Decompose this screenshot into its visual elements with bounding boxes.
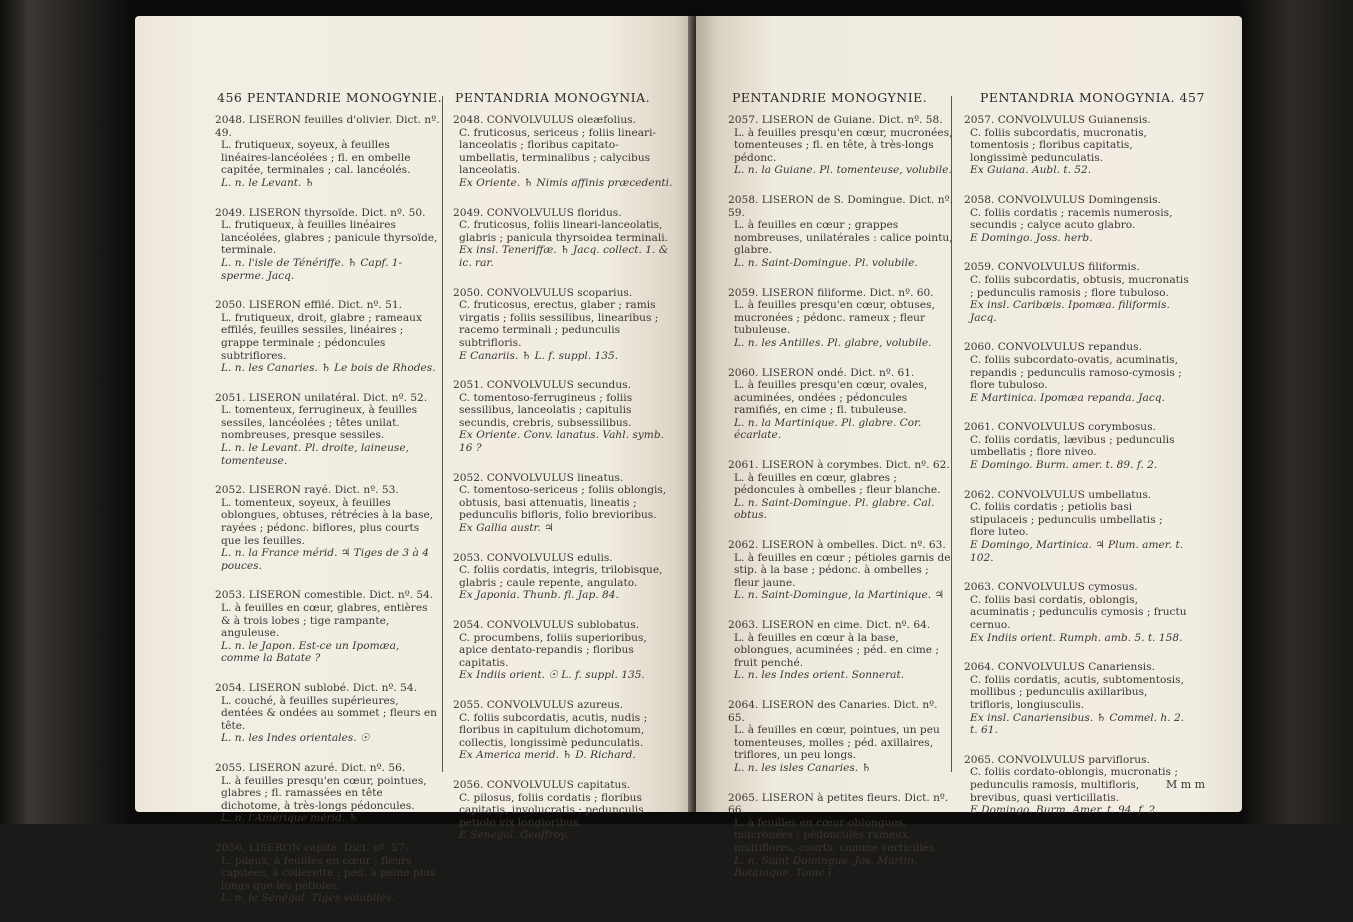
entry-locality: Ex Indiis orient. Rumph. amb. 5. t. 158. bbox=[970, 631, 1183, 644]
entry-locality: E Domingo. Burm. Amer. t. 94. f. 2. bbox=[970, 804, 1159, 817]
entry-description: L. à feuilles en cœur à la base, oblongues, acuminées ; péd. en cime ; fruit penché. bbox=[734, 631, 940, 669]
entry-title: 2059. CONVOLVULUS filiformis. bbox=[964, 261, 1140, 274]
entry-locality: Ex Gallia austr. ♃ bbox=[459, 522, 554, 535]
species-entry bbox=[728, 194, 953, 270]
species-entry bbox=[453, 207, 678, 270]
entry-title: 2065. LISERON à petites fleurs. Dict. nº. 66. bbox=[728, 791, 949, 817]
entry-locality: Ex insl. Canariensibus. ♄ Commel. h. 2. t. 61. bbox=[970, 711, 1185, 737]
species-entry bbox=[453, 379, 678, 455]
entry-locality: E Domingo. Burm. amer. t. 89. f. 2. bbox=[970, 459, 1158, 472]
entry-description: L. à feuilles presqu'en cœur, obtuses, mucronées ; pédonc. rameux ; fleur tubuleuse. bbox=[734, 299, 935, 337]
entry-locality: L. n. Saint-Domingue, la Martinique. ♃ bbox=[734, 589, 944, 602]
species-entry bbox=[728, 114, 953, 177]
entry-locality: Ex America merid. ♄ D. Richard. bbox=[459, 749, 636, 762]
entry-title: 2054. LISERON sublobé. Dict. nº. 54. bbox=[215, 681, 417, 694]
entry-description: C. procumbens, foliis superioribus, apice dentato-repandis ; floribus capitatis. bbox=[459, 631, 647, 669]
entry-title: 2054. CONVOLVULUS sublobatus. bbox=[453, 619, 640, 631]
entry-title: 2059. LISERON filiforme. Dict. nº. 60. bbox=[728, 286, 934, 299]
entry-locality: L. n. les Indes orient. Sonnerat. bbox=[734, 669, 905, 682]
entry-description: L. à feuilles en cœur ; pétioles garnis de stip. à la base ; pédonc. à ombelles ; fleur jaune. bbox=[734, 551, 951, 589]
entry-description: C. fruticosus, foliis lineari-lanceolatis, glabris ; panicula thyrsoidea terminali. bbox=[459, 219, 668, 244]
entry-title: 2060. LISERON ondé. Dict. nº. 61. bbox=[728, 366, 915, 379]
entry-title: 2063. CONVOLVULUS cymosus. bbox=[964, 581, 1138, 594]
entry-title: 2053. LISERON comestible. Dict. nº. 54. bbox=[215, 589, 434, 602]
entry-locality: Ex Oriente. Conv. lanatus. Vahl. symb. 16 ? bbox=[459, 429, 664, 455]
entry-locality: L. n. le Sénégal. Tiges volubiles. bbox=[221, 892, 395, 905]
entry-description: L. à feuilles presqu'en cœur, pointues, glabres ; fl. ramassées en tête dichotome, à très-longs pédoncules. bbox=[221, 774, 427, 812]
entry-description: C. foliis cordatis, integris, trilobisque, glabris ; caule repente, angulato. bbox=[459, 564, 663, 589]
entry-description: L. à feuilles presqu'en cœur, ovales, acuminées, ondées ; pédoncules ramifiés, en cime ; fl. tubuleuse. bbox=[734, 379, 928, 417]
entry-title: 2053. CONVOLVULUS edulis. bbox=[453, 551, 613, 564]
entry-description: L. tomenteux, soyeux, à feuilles oblongues, obtuses, rétrécies à la base, rayées ; pédonc. biflores, plus courts que les feuilles. bbox=[221, 496, 434, 547]
species-entry bbox=[964, 489, 1189, 565]
entry-locality: E Martinica. Ipomæa repanda. Jacq. bbox=[970, 391, 1165, 404]
species-entry bbox=[453, 287, 678, 363]
entry-description: L. frutiqueux, droit, glabre ; rameaux effilés, feuilles sessiles, linéaires ; grappe terminale ; pédoncules subtriflores. bbox=[221, 311, 422, 362]
entry-title: 2048. LISERON feuilles d'olivier. Dict. nº. 49. bbox=[215, 114, 440, 139]
entry-description: C. fruticosus, erectus, glaber ; ramis virgatis ; foliis sessilibus, linearibus ; racemo terminali ; pedunculis subtrifloris. bbox=[459, 299, 659, 349]
entry-title: 2064. CONVOLVULUS Canariensis. bbox=[964, 661, 1156, 674]
entry-description: L. à feuilles en cœur ; grappes nombreuses, unilatérales : calice pointu, glabre. bbox=[734, 219, 953, 257]
species-entry bbox=[964, 581, 1189, 644]
species-entry bbox=[215, 299, 440, 375]
species-entry bbox=[215, 842, 440, 905]
entry-title: 2063. LISERON en cime. Dict. nº. 64. bbox=[728, 619, 931, 631]
left-page-header-french: 456 PENTANDRIE MONOGYNIE. bbox=[217, 90, 443, 105]
entry-description: C. foliis cordatis, acutis, subtomentosis, mollibus ; pedunculis axillaribus, trifloris, longiusculis. bbox=[970, 673, 1184, 711]
species-entry bbox=[215, 682, 440, 745]
entry-locality: L. n. les Indes orientales. ☉ bbox=[221, 732, 370, 745]
entry-description: L. frutiqueux, soyeux, à feuilles linéaires-lancéolées ; fl. en ombelle capitée, terminales ; cal. lancéolés. bbox=[221, 139, 411, 177]
entry-locality: L. n. Saint-Domingue. Pl. glabre. Cal. obtus. bbox=[734, 496, 935, 522]
entry-title: 2050. LISERON effilé. Dict. nº. 51. bbox=[215, 299, 402, 312]
entry-title: 2052. LISERON rayé. Dict. nº. 53. bbox=[215, 484, 399, 497]
entry-description: C. foliis subcordatis, obtusis, mucronatis ; pedunculis ramosis ; flore tubuloso. bbox=[970, 273, 1189, 299]
left-latin-column bbox=[453, 114, 678, 859]
entry-title: 2065. CONVOLVULUS parviflorus. bbox=[964, 753, 1150, 766]
entry-description: C. pilosus, foliis cordatis ; floribus capitatis, involucratis ; pedunculis petiolo vix longioribus. bbox=[459, 791, 644, 829]
species-entry bbox=[453, 619, 678, 682]
species-entry bbox=[453, 552, 678, 602]
entry-locality: L. n. le Levant. ♄ bbox=[221, 176, 315, 189]
entry-locality: E Canariis. ♄ L. f. suppl. 135. bbox=[459, 349, 619, 362]
right-latin-column bbox=[964, 114, 1189, 834]
entry-description: L. à feuilles en cœur, glabres, entières & à trois lobes ; tige rampante, anguleuse. bbox=[221, 602, 428, 640]
entry-locality: Ex Japonia. Thunb. fl. Jap. 84. bbox=[459, 589, 619, 602]
entry-description: L. couché, à feuilles supérieures, dentées & ondées au sommet ; fleurs en tête. bbox=[221, 694, 437, 732]
entry-locality: E Domingo. Joss. herb. bbox=[970, 231, 1093, 244]
species-entry bbox=[728, 619, 953, 682]
left-french-column bbox=[215, 114, 440, 922]
entry-title: 2060. CONVOLVULUS repandus. bbox=[964, 341, 1142, 354]
entry-locality: E Domingo, Martinica. ♃ Plum. amer. t. 102. bbox=[970, 539, 1184, 564]
entry-description: C. foliis cordatis ; petiolis basi stipulaceis ; pedunculis umbellatis ; flore luteo. bbox=[970, 501, 1163, 539]
entry-title: 2058. CONVOLVULUS Domingensis. bbox=[964, 193, 1161, 206]
entry-locality: Ex Guiana. Aubl. t. 52. bbox=[970, 164, 1092, 177]
species-entry bbox=[728, 699, 953, 775]
entry-title: 2056. CONVOLVULUS capitatus. bbox=[453, 778, 631, 791]
right-page-header-french: PENTANDRIE MONOGYNIE. bbox=[732, 90, 928, 105]
species-entry bbox=[453, 472, 678, 535]
entry-description: L. à feuilles presqu'en cœur, mucronées, tomenteuses ; fl. en tête, à très-longs pédonc. bbox=[734, 126, 953, 164]
entry-description: C. foliis subcordatis, acutis, nudis ; floribus in capitulum dichotomum, collectis, longissimè pedunculatis. bbox=[459, 711, 648, 749]
entry-title: 2056. LISERON capité. Dict. nº. 57. bbox=[215, 841, 409, 854]
entry-description: L. à feuilles en cœur, glabres ; pédoncules à ombelles ; fleur blanche. bbox=[734, 471, 941, 497]
entry-title: 2049. LISERON thyrsoïde. Dict. nº. 50. bbox=[215, 206, 426, 219]
entry-title: 2058. LISERON de S. Domingue. Dict. nº. 59. bbox=[728, 193, 953, 219]
species-entry bbox=[215, 762, 440, 825]
entry-locality: L. n. la France mérid. ♃ Tiges de 3 à 4 pouces. bbox=[221, 547, 429, 572]
entry-title: 2051. CONVOLVULUS secundus. bbox=[453, 379, 631, 392]
entry-description: C. foliis cordatis ; racemis numerosis, secundis ; calyce acuto glabro. bbox=[970, 206, 1173, 232]
entry-title: 2064. LISERON des Canaries. Dict. nº. 65. bbox=[728, 698, 938, 724]
entry-locality: L. n. Saint-Domingue. Pl. volubile. bbox=[734, 256, 918, 269]
species-entry bbox=[964, 661, 1189, 737]
entry-title: 2048. CONVOLVULUS oleæfolius. bbox=[453, 114, 636, 126]
entry-locality: L. n. les Canaries. ♄ Le bois de Rhodes. bbox=[221, 362, 436, 375]
right-page bbox=[696, 16, 1242, 880]
entry-description: C. foliis basi cordatis, oblongis, acuminatis ; pedunculis cymosis ; fructu cernuo. bbox=[970, 593, 1187, 631]
species-entry bbox=[964, 114, 1189, 177]
entry-locality: L. n. la Guiane. Pl. tomenteuse, volubile. bbox=[734, 164, 952, 177]
entry-title: 2057. CONVOLVULUS Guianensis. bbox=[964, 114, 1151, 126]
entry-locality: Ex insl. Teneriffæ. ♄ Jacq. collect. 1. & ic. rar. bbox=[459, 244, 669, 269]
species-entry bbox=[964, 421, 1189, 471]
entry-locality: L. n. le Levant. Pl. droite, laineuse, tomenteuse. bbox=[221, 442, 409, 467]
species-entry bbox=[453, 114, 678, 190]
entry-description: C. tomentoso-ferrugineus ; foliis sessilibus, lanceolatis ; capitulis secundis, crebris, subsessilibus. bbox=[459, 391, 633, 429]
entry-title: 2062. LISERON à ombelles. Dict. nº. 63. bbox=[728, 539, 946, 552]
entry-title: 2061. CONVOLVULUS corymbosus. bbox=[964, 421, 1156, 434]
entry-locality: Ex insl. Caribæis. Ipomæa. filiformis. Jacq. bbox=[970, 299, 1170, 324]
column-rule bbox=[442, 96, 443, 772]
species-entry bbox=[728, 287, 953, 350]
entry-title: 2055. CONVOLVULUS azureus. bbox=[453, 698, 623, 711]
species-entry bbox=[215, 484, 440, 572]
entry-description: C. fruticosus, sericeus ; foliis lineari-lanceolatis ; floribus capitato-umbellatis, terminalibus ; calycibus lanceolatis. bbox=[459, 126, 657, 177]
entry-description: L. pileux, à feuilles en cœur ; fleurs capitées, à collerette ; péd. à peine plus longs que les pétioles. bbox=[221, 854, 436, 892]
species-entry bbox=[728, 367, 953, 443]
entry-title: 2052. CONVOLVULUS lineatus. bbox=[453, 471, 624, 484]
entry-title: 2057. LISERON de Guiane. Dict. nº. 58. bbox=[728, 114, 943, 126]
species-entry bbox=[964, 754, 1189, 817]
species-entry bbox=[964, 194, 1189, 244]
species-entry bbox=[215, 207, 440, 283]
entry-locality: L. n. les isles Canaries. ♄ bbox=[734, 761, 872, 774]
entry-description: L. à feuilles en cœur, pointues, un peu tomenteuses, molles ; péd. axillaires, triflores, un peu longs. bbox=[734, 724, 940, 762]
entry-description: L. à feuilles en cœur-oblongues, mucronées ; pédoncules rameux, multiflores, courts, comme verticillés. bbox=[734, 816, 938, 854]
species-entry bbox=[453, 779, 678, 842]
species-entry bbox=[728, 539, 953, 602]
entry-locality: E Senegal. Geoffroy. bbox=[459, 829, 568, 842]
entry-description: C. tomentoso-sericeus ; foliis oblongis, obtusis, basi attenuatis, lineatis ; pedunculis bifloris, folio brevioribus. bbox=[459, 484, 667, 522]
entry-title: 2062. CONVOLVULUS umbellatus. bbox=[964, 488, 1152, 501]
entry-locality: L. n. Saint Domingue. Jos. Martin. Botanique, Tome I. bbox=[734, 854, 918, 880]
species-entry bbox=[728, 792, 953, 880]
entry-locality: L. n. les Antilles. Pl. glabre, volubile. bbox=[734, 336, 932, 349]
entry-description: C. foliis subcordatis, mucronatis, tomentosis ; floribus capitatis, longissimè pedunculatis. bbox=[970, 126, 1147, 164]
entry-locality: L. n. l'Amérique mérid. ♄ bbox=[221, 812, 359, 825]
entry-title: 2049. CONVOLVULUS floridus. bbox=[453, 206, 622, 219]
entry-description: L. frutiqueux, à feuilles linéaires lancéolées, glabres ; panicule thyrsoïde, terminale. bbox=[221, 219, 438, 257]
entry-description: C. foliis subcordato-ovatis, acuminatis, repandis ; pedunculis ramoso-cymosis ; flore tubuloso. bbox=[970, 353, 1182, 392]
entry-locality: Ex Indiis orient. ☉ L. f. suppl. 135. bbox=[459, 669, 645, 682]
entry-locality: Ex Oriente. ♄ Nimis affinis præcedenti. bbox=[459, 176, 673, 189]
species-entry bbox=[215, 589, 440, 665]
entry-title: 2050. CONVOLVULUS scoparius. bbox=[453, 286, 633, 299]
entry-locality: L. n. l'isle de Ténériffe. ♄ Capf. 1-sperme. Jacq. bbox=[221, 256, 403, 282]
species-entry bbox=[964, 341, 1189, 404]
entry-title: 2051. LISERON unilatéral. Dict. nº. 52. bbox=[215, 391, 428, 404]
right-french-column bbox=[728, 114, 953, 897]
species-entry bbox=[964, 261, 1189, 324]
species-entry bbox=[453, 699, 678, 762]
signature-mark: M m m bbox=[1166, 778, 1206, 791]
left-page bbox=[135, 16, 695, 905]
entry-description: L. tomenteux, ferrugineux, à feuilles sessiles, lancéolées ; têtes unilat. nombreuses, presque sessiles. bbox=[221, 404, 418, 442]
entry-title: 2061. LISERON à corymbes. Dict. nº. 62. bbox=[728, 459, 950, 472]
entry-locality: L. n. le Japon. Est-ce un Ipomæa, comme la Batate ? bbox=[221, 639, 400, 665]
left-page-header-latin: PENTANDRIA MONOGYNIA. bbox=[455, 90, 651, 105]
entry-title: 2055. LISERON azuré. Dict. nº. 56. bbox=[215, 761, 406, 774]
entry-description: C. foliis cordatis, lævibus ; pedunculis umbellatis ; flore niveo. bbox=[970, 433, 1175, 459]
right-page-header-latin: PENTANDRIA MONOGYNIA. 457 bbox=[980, 90, 1205, 105]
entry-locality: L. n. la Martinique. Pl. glabre. Cor. écarlate. bbox=[734, 416, 922, 442]
entry-description: C. foliis cordato-oblongis, mucronatis ; pedunculis ramosis, multifloris, brevibus, quasi verticillatis. bbox=[970, 766, 1178, 804]
species-entry bbox=[215, 392, 440, 468]
species-entry bbox=[215, 114, 440, 190]
species-entry bbox=[728, 459, 953, 522]
